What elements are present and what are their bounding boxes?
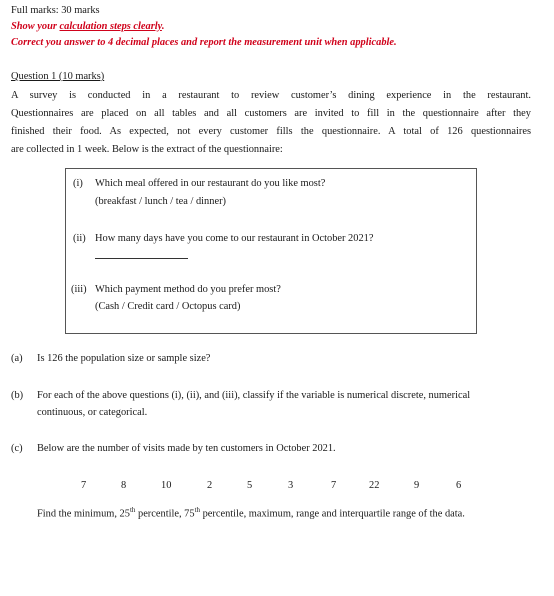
visit-value: 10 [161,480,172,491]
question-paragraph [11,87,531,159]
show-steps-instruction [11,21,164,32]
q1-options: (breakfast / lunch / tea / dinner) [95,196,226,207]
visit-value: 7 [81,480,87,491]
part-c-find [37,506,465,519]
visit-value: 9 [414,480,420,491]
paragraph-line: A survey is conducted in a restaurant to review customer’s dining experience in the restaurant. [11,90,531,101]
find-mid: percentile, 75 [135,508,195,520]
q2-answer-blank [95,258,188,259]
paragraph-line: are collected in 1 week. Below is the extract of the questionnaire: [11,144,283,155]
q3-text: Which payment method do you prefer most? [95,284,281,295]
superscript-th: th [129,506,136,514]
visit-value: 7 [331,480,337,491]
find-suffix: percentile, maximum, range and interquartile range of the data. [200,508,465,520]
visit-value: 2 [207,480,213,491]
part-b-line2: continuous, or categorical. [37,407,148,418]
part-b-line1: For each of the above questions (i), (ii), and (iii), classify if the variable is numerical discrete, numerical [37,390,471,401]
visit-value: 8 [121,480,127,491]
paragraph-line: Questionnaires are placed on all tables and all customers are invited to fill in the questionnaire after they [11,108,531,119]
part-a-text: Is 126 the population size or sample size? [37,353,211,364]
part-a-label: (a) [11,353,23,364]
superscript-th: th [194,506,201,514]
q1-number: (i) [73,178,83,189]
calculation-steps-link: calculation steps clearly [59,21,162,32]
part-c-label: (c) [11,443,23,454]
q2-text: How many days have you come to our restaurant in October 2021? [95,233,374,244]
q1-text: Which meal offered in our restaurant do you like most? [95,178,326,189]
part-b-label: (b) [11,390,24,401]
q2-number: (ii) [73,233,86,244]
show-steps-prefix: Show your [11,21,60,32]
rounding-instruction: Correct you answer to 4 decimal places and report the measurement unit when applicable. [11,37,397,48]
visit-value: 5 [247,480,253,491]
q3-number: (iii) [71,284,87,295]
q3-options: (Cash / Credit card / Octopus card) [95,301,241,312]
find-prefix: Find the minimum, 25 [37,508,130,520]
full-marks: Full marks: 30 marks [11,5,100,16]
paragraph-line: finished their food. As expected, not every customer fills the questionnaire. A total of 126 questionnaires [11,126,531,137]
visit-value: 6 [456,480,462,491]
question-title: Question 1 (10 marks) [11,71,105,82]
visit-value: 3 [288,480,294,491]
part-c-text: Below are the number of visits made by ten customers in October 2021. [37,443,336,454]
visit-value: 22 [369,480,380,491]
show-steps-suffix: . [161,21,165,32]
